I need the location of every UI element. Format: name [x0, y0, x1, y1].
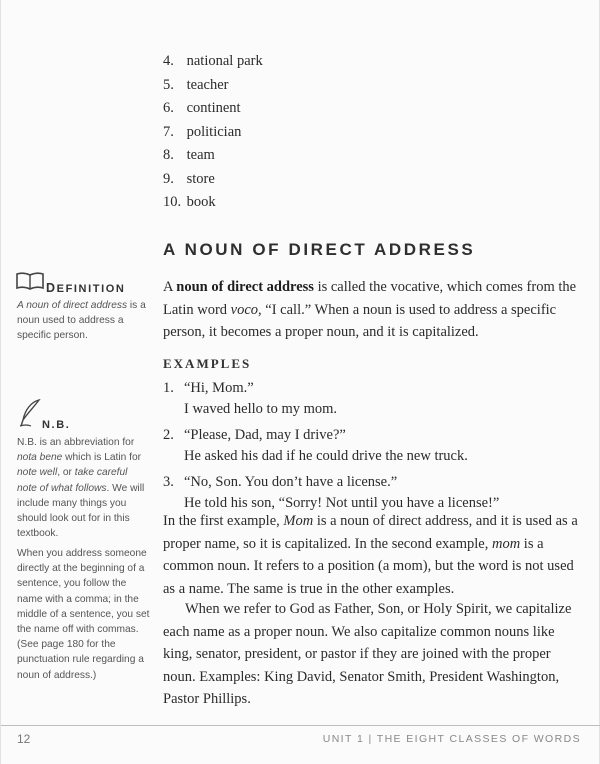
example-item: 1. “Hi, Mom.” I waved hello to my mom. [163, 380, 338, 417]
examples-list [163, 378, 583, 519]
list-item: 4. national park [163, 53, 263, 69]
examples-label: EXAMPLES [163, 356, 252, 371]
word-list [163, 50, 263, 215]
example-item: 3. “No, Son. You don’t have a license.” He told his son, “Sorry! Not until you have a license!” [163, 474, 500, 511]
definition-label: DEFINITION [46, 281, 126, 295]
open-book-icon [15, 271, 45, 295]
intro-paragraph: A noun of direct address is called the vocative, which comes from the Latin word voco, “I call.” When a noun is used to address a specific person, it becomes a proper noun, and it is capitalized. [163, 279, 577, 340]
section-heading: A NOUN OF DIRECT ADDRESS [163, 240, 476, 259]
nb-label: N.B. [42, 419, 71, 431]
explanation-paragraph: In the first example, Mom is a noun of direct address, and it is used as a proper name, so it is capitalized. In the second example, mom is a common noun. It refers to a position (a mom), but the word is not used as a name. The same is true in the other examples. [163, 513, 578, 597]
running-head: UNIT 1 | THE EIGHT CLASSES OF WORDS [322, 733, 581, 745]
list-item: 5. teacher [163, 76, 229, 93]
quill-pen-icon [17, 398, 43, 432]
nb-text-continued: When you address someone directly at the beginning of a sentence, you follow the name with a comma; in the middle of a sentence, you set the name off with commas. (See page 180 for the punctuation rule regarding a noun of address.) [17, 548, 150, 681]
list-item: 7. politician [163, 123, 242, 140]
list-item: 6. continent [163, 100, 241, 116]
footer-divider [1, 725, 600, 726]
list-item: 9. store [163, 170, 215, 187]
list-item: 8. team [163, 147, 215, 163]
example-item: 2. “Please, Dad, may I drive?” He asked his dad if he could drive the new truck. [163, 427, 468, 464]
capitalization-paragraph: When we refer to God as Father, Son, or Holy Spirit, we capitalize each name as a proper noun. We also capitalize common nouns like king, senator, president, or pastor if they are joined with the proper noun. Examples: King David, Senator Smith, President Washington, Pastor Phillips. [163, 601, 572, 707]
definition-text: A noun of direct address is a noun used to address a specific person. [17, 300, 146, 342]
page-number: 12 [17, 732, 31, 746]
nb-text: N.B. is an abbreviation for nota bene which is Latin for note well, or take careful note of what follows. We will include many things you should look out for in this textbook. [17, 437, 145, 540]
list-item: 10. book [163, 194, 216, 210]
